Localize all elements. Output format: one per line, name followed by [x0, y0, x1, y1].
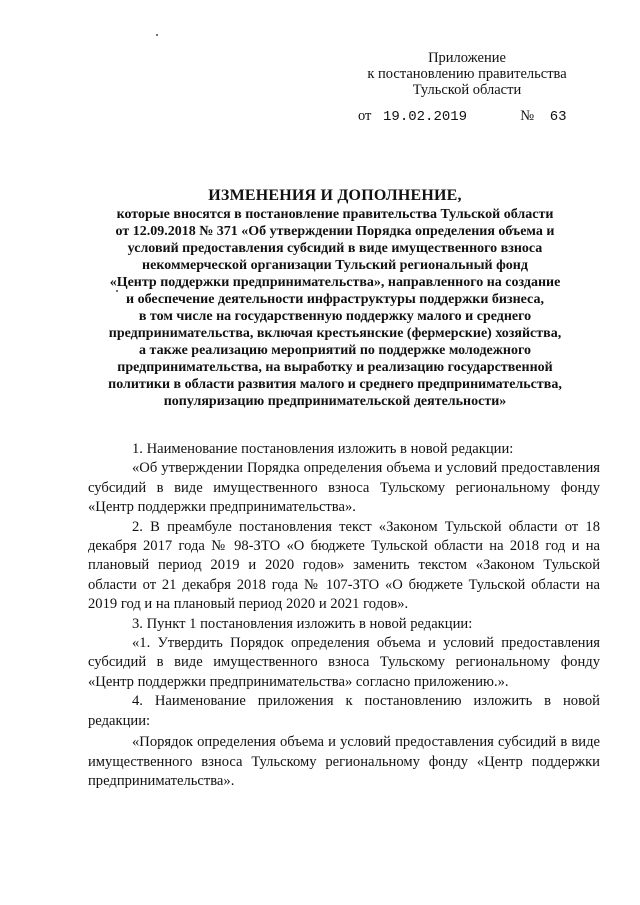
- title-line: «Центр поддержки предпринимательства», направленного на создание: [109, 275, 561, 290]
- body-paragraph: 4. Наименование приложения к постановлению изложить в новой редакции:: [88, 693, 600, 729]
- body-paragraph: «Порядок определения объема и условий предоставления субсидий в виде имущественного взноса Тульскому региональному фонду «Центр поддержки предпринимательства».: [88, 734, 600, 789]
- title-main: ИЗМЕНЕНИЯ И ДОПОЛНЕНИЕ,: [208, 187, 462, 204]
- document-date: 19.02.2019: [383, 109, 468, 125]
- title-line: и обеспечение деятельности инфраструктуры поддержки бизнеса,: [126, 292, 544, 307]
- appendix-line-2: к постановлению правительства: [367, 66, 567, 82]
- scan-speck: [156, 34, 158, 36]
- appendix-line-3: Тульской области: [412, 82, 522, 98]
- body-paragraph: 2. В преамбуле постановления текст «Законом Тульской области от 18 декабря 2017 года № 98-ЗТО «О бюджете Тульской области на 2018 год и на плановый период 2019 и 2020 годов» заменить текстом «Законом Тульской области от 21 декабря 2018 года № 107-ЗТО «О бюджете Тульской области на 2019 год и на плановый период 2020 и 2021 годов».: [88, 518, 600, 613]
- title-line: предпринимательства, включая крестьянские (фермерские) хозяйства,: [108, 326, 562, 341]
- title-line: предпринимательства, на выработку и реализацию государственной: [117, 360, 553, 375]
- document-title: [90, 185, 580, 410]
- date-number-line: [358, 108, 567, 125]
- body-paragraph: 1. Наименование постановления изложить в новой редакции:: [132, 441, 514, 457]
- body-paragraph: «1. Утвердить Порядок определения объема и условий предоставления субсидий в виде имущественного взноса Тульскому региональному фонду «Центр поддержки предпринимательства» согласно приложению.».: [88, 635, 600, 690]
- title-line: популяризацию предпринимательской деятельности»: [163, 394, 507, 409]
- appendix-line-1: Приложение: [428, 50, 506, 66]
- title-line: от 12.09.2018 № 371 «Об утверждении Порядка определения объема и: [115, 224, 555, 239]
- title-line: некоммерческой организации Тульский региональный фонд: [142, 258, 528, 273]
- body-paragraph: 3. Пункт 1 постановления изложить в новой редакции:: [132, 615, 473, 632]
- title-line: условий предоставления субсидий в виде имущественного взноса: [127, 241, 543, 256]
- title-subtitle: [90, 206, 580, 410]
- date-from-label: от: [358, 108, 372, 124]
- title-line: которые вносятся в постановление правительства Тульской области: [116, 207, 554, 222]
- title-line: политики в области развития малого и среднего предпринимательства,: [108, 377, 562, 392]
- body-paragraph: «Об утверждении Порядка определения объема и условий предоставления субсидий в виде имущественного взноса Тульскому региональному фонду «Центр поддержки предпринимательства».: [88, 460, 600, 516]
- number-label: №: [520, 108, 535, 124]
- title-line: в том числе на государственную поддержку малого и среднего: [138, 309, 532, 324]
- title-line: а также реализацию мероприятий по поддержке молодежного: [139, 343, 531, 358]
- document-body: [88, 440, 600, 791]
- appendix-header: [352, 50, 582, 98]
- document-number: 63: [549, 109, 567, 125]
